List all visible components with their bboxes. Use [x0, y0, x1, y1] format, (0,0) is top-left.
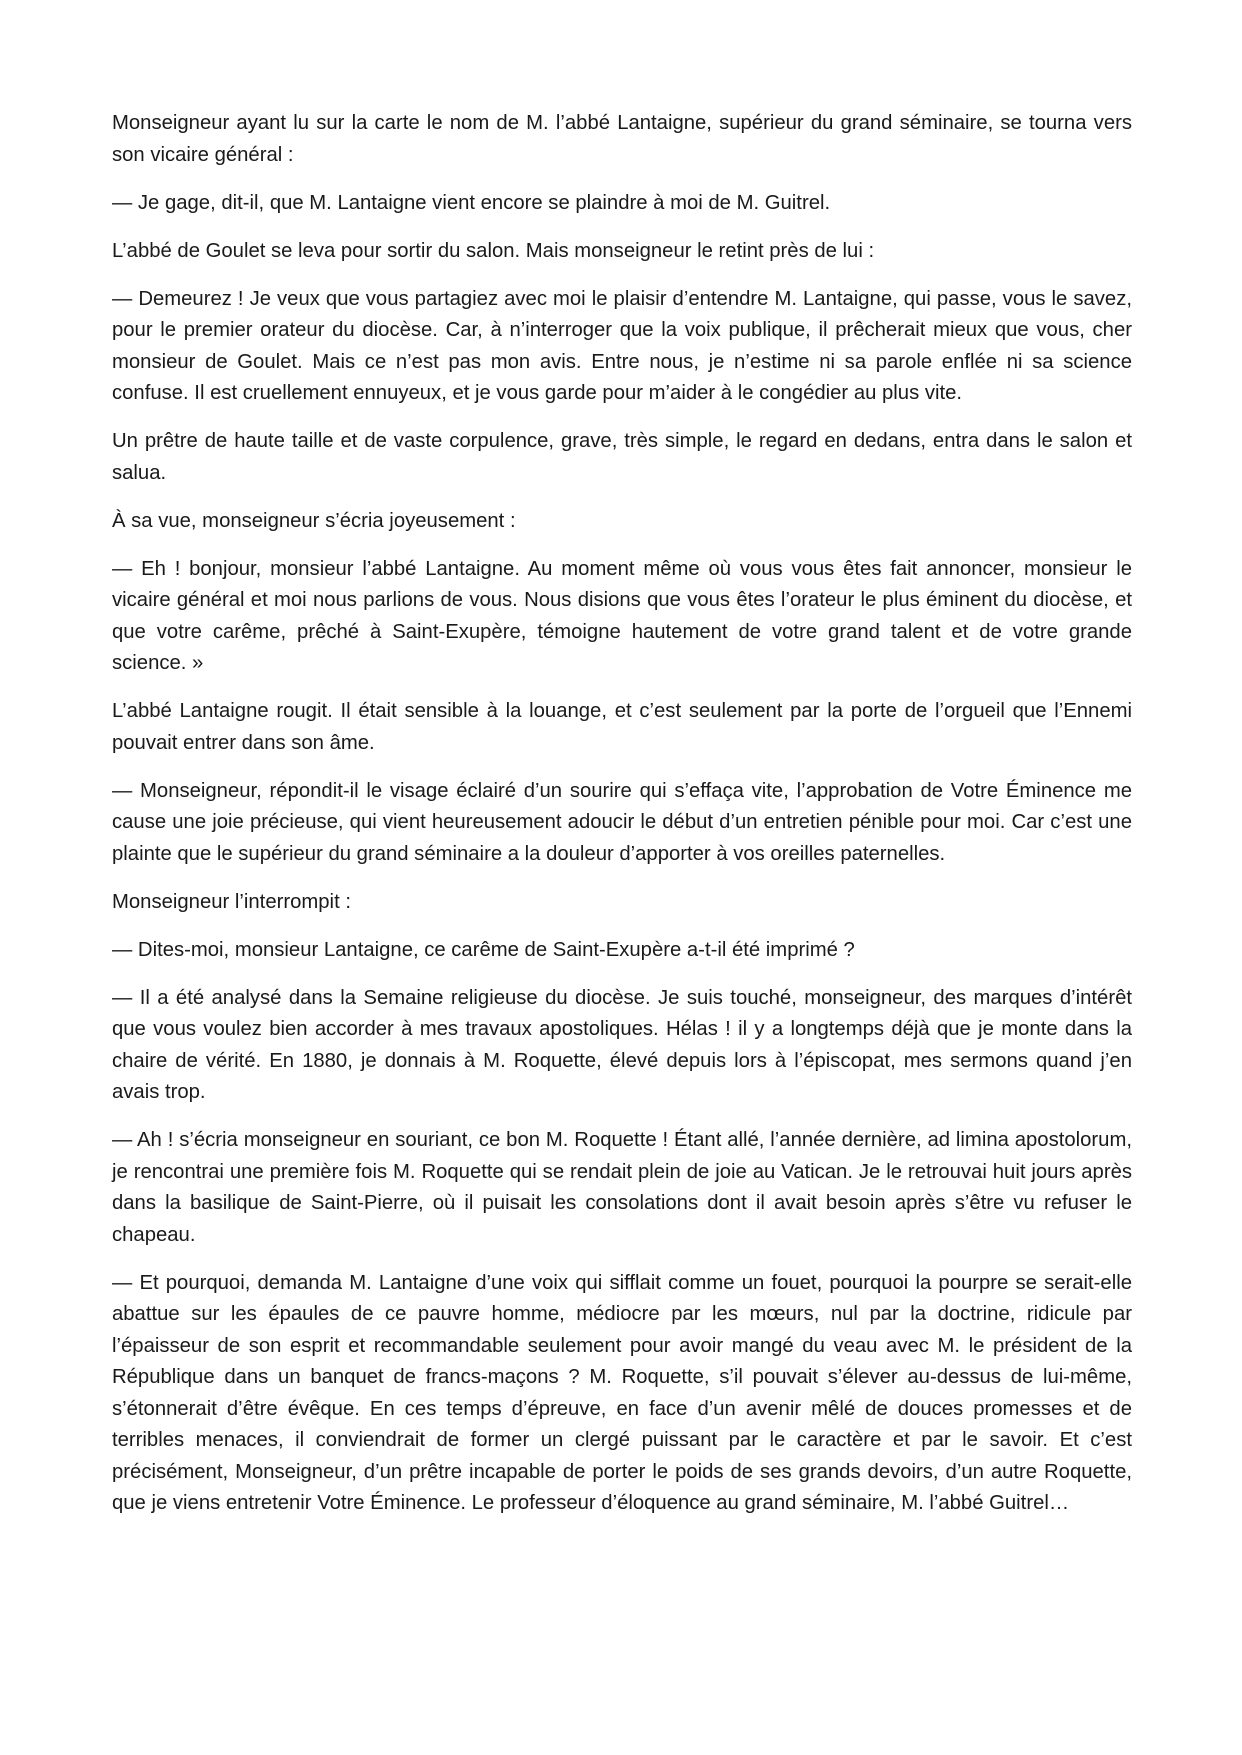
paragraph: Monseigneur l’interrompit : [112, 890, 351, 913]
paragraph: À sa vue, monseigneur s’écria joyeusement : [112, 509, 516, 532]
paragraph: — Il a été analysé dans la Semaine religieuse du diocèse. Je suis touché, monseigneur, des marques d’intérêt que vous voulez bien accorder à mes travaux apostoliques. Hélas ! il y a longtemps déjà que je monte dans la chaire de vérité. En 1880, je donnais à M. Roquette, élevé depuis lors à l’épiscopat, mes sermons quand j’en avais trop. [112, 986, 1132, 1103]
paragraph: Un prêtre de haute taille et de vaste corpulence, grave, très simple, le regard en dedans, entra dans le salon et salua. [112, 430, 1132, 484]
paragraph: Monseigneur ayant lu sur la carte le nom de M. l’abbé Lantaigne, supérieur du grand séminaire, se tourna vers son vicaire général : [112, 112, 1132, 166]
paragraph: L’abbé de Goulet se leva pour sortir du salon. Mais monseigneur le retint près de lui : [112, 239, 875, 262]
paragraph: — Eh ! bonjour, monsieur l’abbé Lantaigne. Au moment même où vous vous êtes fait annoncer, monsieur le vicaire général et moi nous parlions de vous. Nous disions que vous êtes l’orateur le plus éminent du diocèse, et que votre carême, prêché à Saint-Exupère, témoigne hautement de votre grand talent et de votre grande science. » [112, 557, 1132, 674]
paragraph: — Demeurez ! Je veux que vous partagiez avec moi le plaisir d’entendre M. Lantaigne, qui passe, vous le savez, pour le premier orateur du diocèse. Car, à n’interroger que la voix publique, il prêcherait mieux que vous, cher monsieur de Goulet. Mais ce n’est pas mon avis. Entre nous, je n’estime ni sa parole enflée ni sa science confuse. Il est cruellement ennuyeux, et je vous garde pour m’aider à le congédier au plus vite. [112, 287, 1132, 404]
paragraph: — Monseigneur, répondit-il le visage éclairé d’un sourire qui s’effaça vite, l’approbation de Votre Éminence me cause une joie précieuse, qui vient heureusement adoucir le début d’un entretien pénible pour moi. Car c’est une plainte que le supérieur du grand séminaire a la douleur d’apporter à vos oreilles paternelles. [112, 779, 1132, 865]
paragraph: — Ah ! s’écria monseigneur en souriant, ce bon M. Roquette ! Étant allé, l’année dernière, ad limina apostolorum, je rencontrai une première fois M. Roquette qui se rendait plein de joie au Vatican. Je le retrouvai huit jours après dans la basilique de Saint-Pierre, où il puisait les consolations dont il avait besoin après s’être vu refuser le chapeau. [112, 1129, 1132, 1246]
paragraph: — Je gage, dit-il, que M. Lantaigne vient encore se plaindre à moi de M. Guitrel. [112, 191, 831, 214]
paragraph: — Dites-moi, monsieur Lantaigne, ce carême de Saint-Exupère a-t-il été imprimé ? [112, 938, 855, 961]
document-page [112, 108, 1132, 1536]
paragraph: — Et pourquoi, demanda M. Lantaigne d’une voix qui sifflait comme un fouet, pourquoi la pourpre se serait-elle abattue sur les épaules de ce pauvre homme, médiocre par les mœurs, nul par la doctrine, ridicule par l’épaisseur de son esprit et recommandable seulement pour avoir mangé du veau avec M. le président de la République dans un banquet de francs-maçons ? M. Roquette, s’il pouvait s’élever au-dessus de lui-même, s’étonnerait d’être évêque. En ces temps d’épreuve, en face d’un avenir mêlé de douces promesses et de terribles menaces, il conviendrait de former un clergé puissant par le caractère et par le savoir. Et c’est précisément, Monseigneur, d’un prêtre incapable de porter le poids de ses grands devoirs, d’un autre Roquette, que je viens entretenir Votre Éminence. Le professeur d’éloquence au grand séminaire, M. l’abbé Guitrel… [112, 1271, 1132, 1514]
paragraph: L’abbé Lantaigne rougit. Il était sensible à la louange, et c’est seulement par la porte de l’orgueil que l’Ennemi pouvait entrer dans son âme. [112, 700, 1132, 754]
